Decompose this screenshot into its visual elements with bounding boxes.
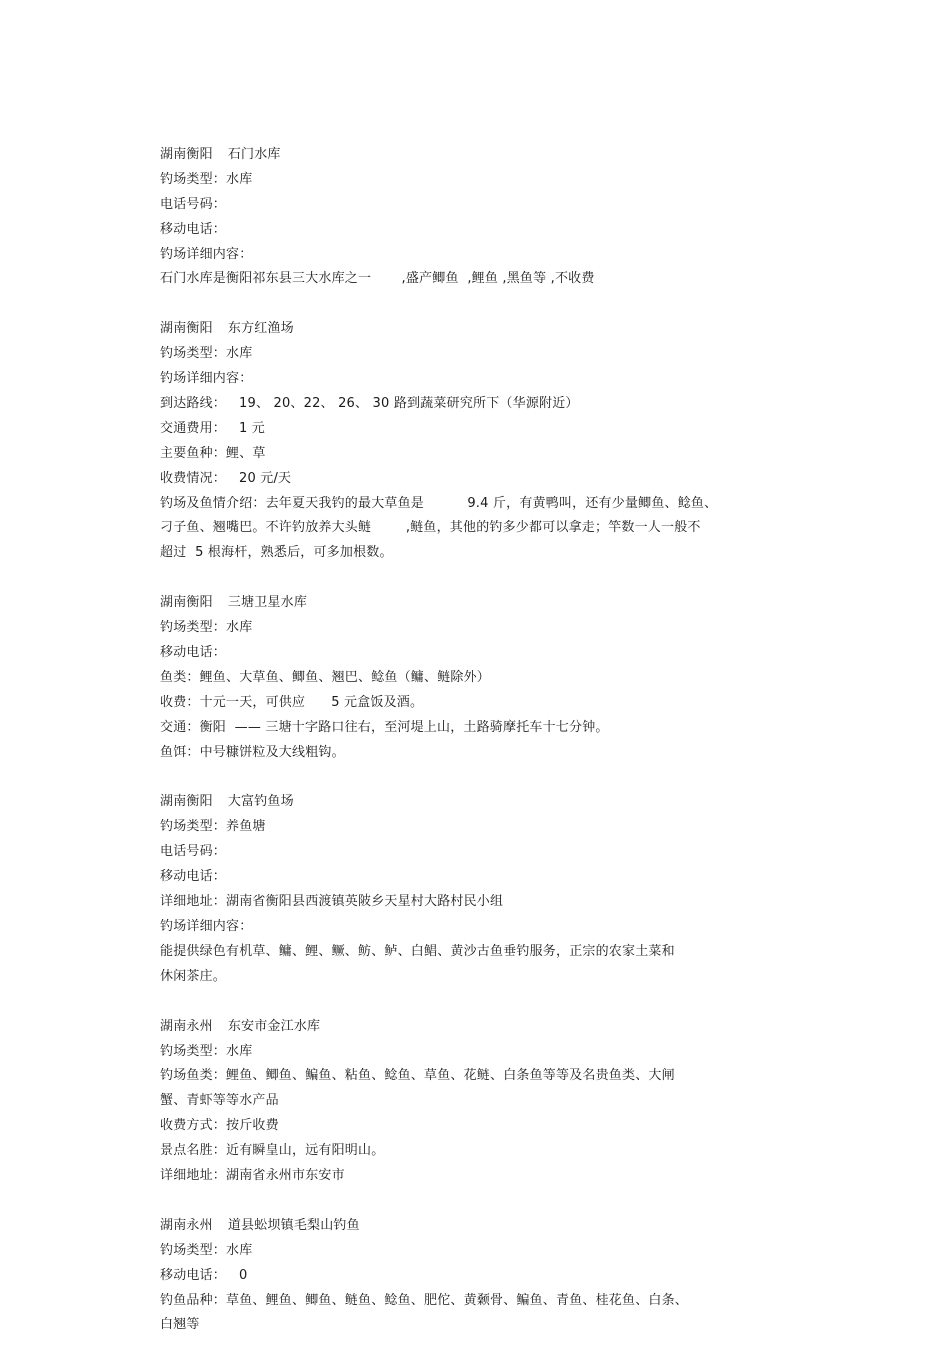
entry-name: 东安市金江水库 (227, 1018, 321, 1034)
entry-detail-line: 收费情况： 20 元/天 (160, 470, 292, 486)
entry-detail-line: 交通：衡阳 —— 三塘十字路口往右，至河堤上山，土路骑摩托车十七分钟。 (160, 719, 609, 735)
entry-region: 湖南永州 (160, 1018, 213, 1034)
entry-region: 湖南衡阳 (160, 147, 213, 162)
entry-detail-line: 移动电话： (160, 645, 227, 661)
entry-detail-line: 钓场详细内容： (160, 371, 253, 387)
entry-detail-line: 移动电话： (160, 221, 227, 237)
entry-detail-line: 鱼饵：中号糠饼粒及大线粗钩。 (160, 744, 345, 760)
entry-name: 东方红渔场 (227, 321, 294, 337)
entry-detail-line: 到达路线： 19、 20、22、 26、 30 路到蔬菜研究所下（华源附近） (160, 396, 579, 412)
fishing-spot-entry (160, 591, 800, 765)
entry-detail-line: 详细地址：湖南省衡阳县西渡镇英陂乡天星村大路村民小组 (160, 894, 504, 910)
entry-title (160, 1214, 800, 1239)
entry-name: 道县蚣坝镇毛梨山钓鱼 (227, 1217, 360, 1233)
fishing-spot-entry (160, 143, 800, 292)
fishing-spot-entry (160, 1015, 800, 1189)
entry-title (160, 143, 800, 168)
entry-region: 湖南衡阳 (160, 595, 213, 611)
entry-name: 大富钓鱼场 (227, 794, 294, 810)
entry-detail-line: 白翘等 (160, 1317, 200, 1333)
entry-name: 三塘卫星水库 (227, 595, 308, 611)
entry-region: 湖南衡阳 (160, 794, 213, 810)
entry-detail-line: 收费方式：按斤收费 (160, 1118, 279, 1134)
entry-detail-line: 钓场及鱼情介绍：去年夏天我钓的最大草鱼是 9.4 斤，有黄鸭叫，还有少量鲫鱼、鲶鱼、 (160, 495, 718, 511)
entry-detail-line: 钓场详细内容： (160, 246, 253, 262)
entry-detail-line: 收费：十元一天，可供应 5 元盒饭及酒。 (160, 694, 424, 710)
entry-detail-line: 钓场详细内容： (160, 918, 253, 934)
entry-region: 湖南衡阳 (160, 321, 213, 337)
entry-detail-line: 钓场类型：水库 (160, 1242, 253, 1258)
entry-detail-line: 电话号码： (160, 196, 227, 212)
fishing-spot-entry (160, 790, 800, 989)
entry-detail-line: 钓场类型：水库 (160, 346, 253, 362)
fishing-spot-entry (160, 317, 800, 566)
entry-detail-line: 钓场类型：水库 (160, 171, 253, 187)
entry-detail-line: 移动电话： 0 (160, 1267, 248, 1283)
entry-detail-line: 钓场类型：养鱼塘 (160, 819, 266, 835)
entry-detail-line: 超过 5 根海杆，熟悉后，可多加根数。 (160, 545, 393, 561)
entry-detail-line: 交通费用： 1 元 (160, 420, 266, 436)
entry-detail-line: 能提供绿色有机草、鳙、鲤、鳜、鲂、鲈、白鲳、黄沙古鱼垂钓服务，正宗的农家土菜和 (160, 943, 675, 959)
entry-title (160, 790, 800, 815)
document-body (160, 143, 800, 1363)
entry-detail-line: 钓场类型：水库 (160, 620, 253, 636)
entry-detail-line: 移动电话： (160, 869, 227, 885)
entry-detail-line: 刁子鱼、翘嘴巴。不许钓放养大头鲢 ,鲢鱼，其他的钓多少都可以拿走；竿数一人一般不 (160, 520, 701, 536)
fishing-spot-entry (160, 1214, 800, 1338)
entry-detail-line: 钓鱼品种：草鱼、鲤鱼、鲫鱼、鲢鱼、鲶鱼、肥佗、黄颡骨、鳊鱼、青鱼、桂花鱼、白条、 (160, 1292, 689, 1308)
entry-detail-line: 景点名胜：近有瞬皇山，远有阳明山。 (160, 1143, 385, 1159)
entry-detail-line: 钓场鱼类：鲤鱼、鲫鱼、鳊鱼、粘鱼、鲶鱼、草鱼、花鲢、白条鱼等等及名贵鱼类、大闸 (160, 1068, 675, 1084)
entry-title (160, 591, 800, 616)
entry-detail-line: 电话号码： (160, 844, 227, 860)
entry-detail-line: 休闲茶庄。 (160, 968, 227, 984)
entry-title (160, 1015, 800, 1040)
entry-title (160, 317, 800, 342)
entry-detail-line: 详细地址：湖南省永州市东安市 (160, 1167, 345, 1183)
entry-detail-line: 钓场类型：水库 (160, 1043, 253, 1059)
entry-detail-line: 鱼类：鲤鱼、大草鱼、鲫鱼、翘巴、鲶鱼（鳙、鲢除外） (160, 669, 491, 685)
entry-detail-line: 主要鱼种：鲤、草 (160, 445, 266, 461)
entry-detail-line: 石门水库是衡阳祁东县三大水库之一 ,盛产鲫鱼 ,鲤鱼 ,黑鱼等 ,不收费 (160, 271, 595, 287)
entry-region: 湖南永州 (160, 1217, 213, 1233)
entry-name: 石门水库 (227, 147, 281, 162)
entry-detail-line: 蟹、青虾等等水产品 (160, 1093, 279, 1109)
